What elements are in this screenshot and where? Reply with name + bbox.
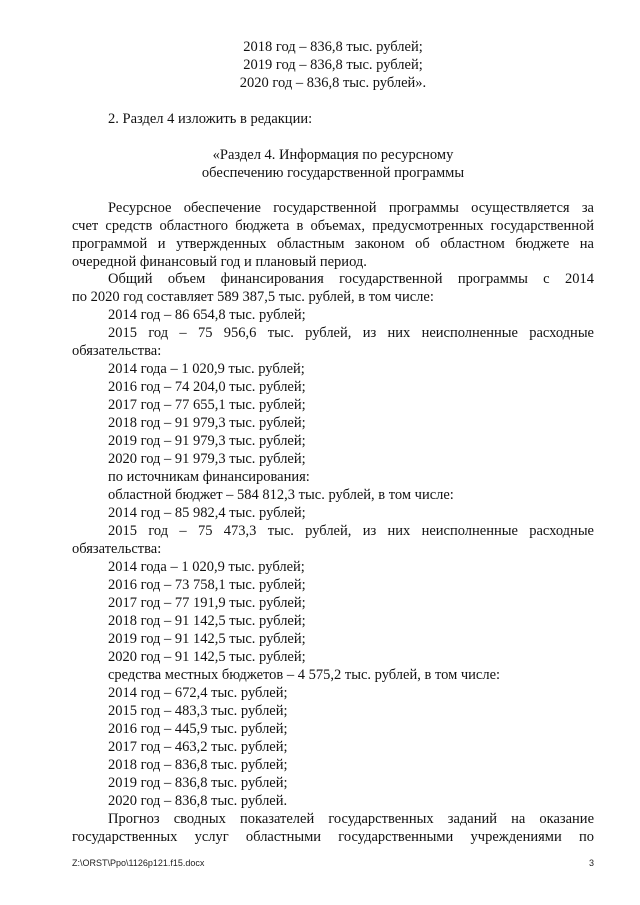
para1-line1: Ресурсное обеспечение государственной программы осуществляется за [108,200,594,216]
total-2020: 2020 год – 91 979,3 тыс. рублей; [108,451,306,467]
total-2014: 2014 год – 86 654,8 тыс. рублей; [108,307,306,323]
regional-2014: 2014 год – 85 982,4 тыс. рублей; [108,505,306,521]
para2-line2: по 2020 год составляет 589 387,5 тыс. рублей, в том числе: [72,289,434,305]
regional-budget-label: областной бюджет – 584 812,3 тыс. рублей, в том числе: [108,487,454,503]
para2-line1: Общий объем финансирования государственной программы с 2014 [108,271,594,287]
para3-line2: государственных услуг областными государственными учреждениями по [72,829,594,845]
para1-line3: программой и утвержденных областным законом об областном бюджете на [72,236,594,252]
section-heading-line1: «Раздел 4. Информация по ресурсному [212,147,454,163]
regional-2016: 2016 год – 73 758,1 тыс. рублей; [108,577,306,593]
local-2019: 2019 год – 836,8 тыс. рублей; [108,775,288,791]
total-2016: 2016 год – 74 204,0 тыс. рублей; [108,379,306,395]
regional-2017: 2017 год – 77 191,9 тыс. рублей; [108,595,306,611]
local-2014: 2014 год – 672,4 тыс. рублей; [108,685,288,701]
para3-line1: Прогноз сводных показателей государственных заданий на оказание [108,811,594,827]
total-unfulfilled-2014: 2014 года – 1 020,9 тыс. рублей; [108,361,305,377]
local-2020: 2020 год – 836,8 тыс. рублей. [108,793,288,809]
page-number: 3 [589,858,595,868]
regional-2019: 2019 год – 91 142,5 тыс. рублей; [108,631,306,647]
sources-label: по источникам финансирования: [108,469,310,485]
total-2015-cont: обязательства: [72,343,162,359]
item-2: 2. Раздел 4 изложить в редакции: [108,111,313,127]
regional-unfulfilled-2014: 2014 года – 1 020,9 тыс. рублей; [108,559,305,575]
local-2016: 2016 год – 445,9 тыс. рублей; [108,721,288,737]
para1-line2: счет средств областного бюджета в объемах, предусмотренных государственной [72,218,594,234]
regional-2015-cont: обязательства: [72,541,162,557]
local-budget-label: средства местных бюджетов – 4 575,2 тыс. рублей, в том числе: [108,667,501,683]
local-2018: 2018 год – 836,8 тыс. рублей; [108,757,288,773]
total-2018: 2018 год – 91 979,3 тыс. рублей; [108,415,306,431]
total-2017: 2017 год – 77 655,1 тыс. рублей; [108,397,306,413]
footer-file-path: Z:\ORST\Ppo\1126p121.f15.docx [72,858,205,868]
regional-2020: 2020 год – 91 142,5 тыс. рублей; [108,649,306,665]
local-2015: 2015 год – 483,3 тыс. рублей; [108,703,288,719]
regional-2018: 2018 год – 91 142,5 тыс. рублей; [108,613,306,629]
total-2019: 2019 год – 91 979,3 тыс. рублей; [108,433,306,449]
regional-2015: 2015 год – 75 473,3 тыс. рублей, из них неисполненные расходные [108,523,594,539]
para1-line4: очередной финансовый год и плановый период. [72,254,367,270]
local-2017: 2017 год – 463,2 тыс. рублей; [108,739,288,755]
top-line-2020: 2020 год – 836,8 тыс. рублей». [239,75,427,91]
section-heading-line2: обеспечению государственной программы [201,165,465,181]
top-line-2019: 2019 год – 836,8 тыс. рублей; [243,57,423,73]
top-line-2018: 2018 год – 836,8 тыс. рублей; [243,39,423,55]
total-2015: 2015 год – 75 956,6 тыс. рублей, из них неисполненные расходные [108,325,594,341]
